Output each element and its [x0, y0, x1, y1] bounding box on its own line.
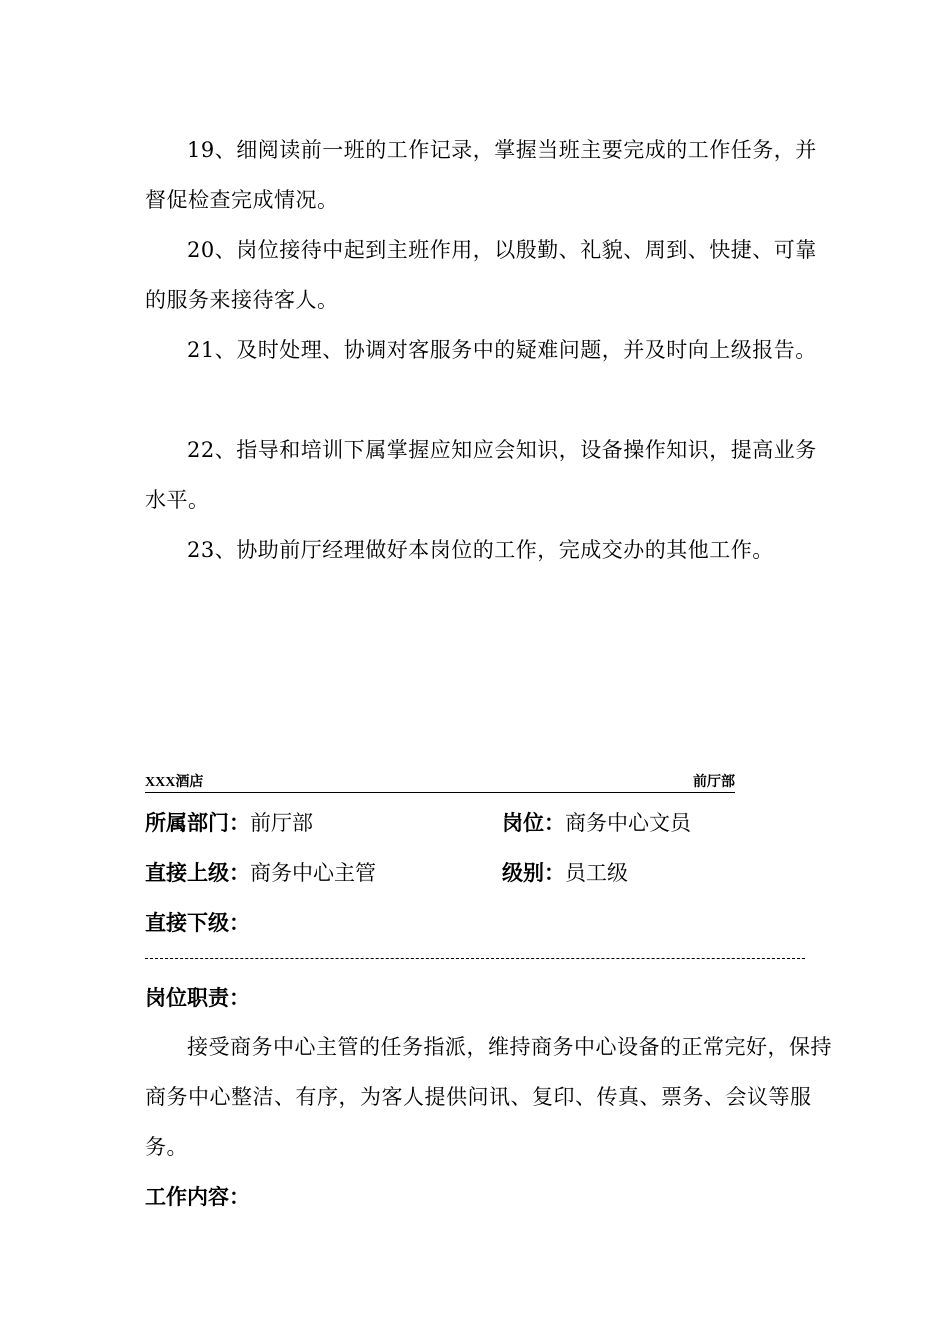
- field-superior-value: 商务中心主管: [250, 861, 376, 885]
- field-department-label: 所属部门：: [145, 811, 250, 835]
- field-department-value: 前厅部: [250, 811, 313, 835]
- header-department: 前厅部: [693, 775, 735, 790]
- field-level-value: 员工级: [565, 861, 628, 885]
- duty-item-23: 23、协助前厅经理做好本岗位的工作，完成交办的其他工作。: [187, 538, 774, 562]
- duty-item-21: 21、及时处理、协调对客服务中的疑难问题，并及时向上级报告。: [187, 338, 817, 362]
- page-header: [145, 774, 735, 793]
- field-superior-label: 直接上级：: [145, 861, 250, 885]
- duty-item-22: 22、指导和培训下属掌握应知应会知识，设备操作知识，提高业务水平。: [145, 438, 817, 512]
- field-subordinate-label: 直接下级：: [145, 911, 250, 935]
- work-heading: 工作内容：: [145, 1185, 250, 1209]
- field-level: [502, 858, 628, 888]
- field-level-label: 级别：: [502, 861, 565, 885]
- field-post-label: 岗位：: [502, 811, 565, 835]
- duty-heading: 岗位职责：: [145, 986, 250, 1010]
- duty-item-19: 19、细阅读前一班的工作记录，掌握当班主要完成的工作任务，并督促检查完成情况。: [145, 138, 817, 212]
- field-superior: [145, 858, 376, 888]
- dashed-divider: [145, 958, 805, 959]
- field-post-value: 商务中心文员: [565, 811, 691, 835]
- field-department: [145, 808, 313, 838]
- duty-item-20: 20、岗位接待中起到主班作用，以殷勤、礼貌、周到、快捷、可靠的服务来接待客人。: [145, 238, 817, 312]
- field-post: [502, 808, 691, 838]
- duty-description: 接受商务中心主管的任务指派，维持商务中心设备的正常完好，保持商务中心整洁、有序，为客人提供问讯、复印、传真、票务、会议等服务。: [145, 1035, 832, 1159]
- header-hotel-name: XXX酒店: [145, 775, 204, 790]
- field-subordinate: [145, 908, 250, 938]
